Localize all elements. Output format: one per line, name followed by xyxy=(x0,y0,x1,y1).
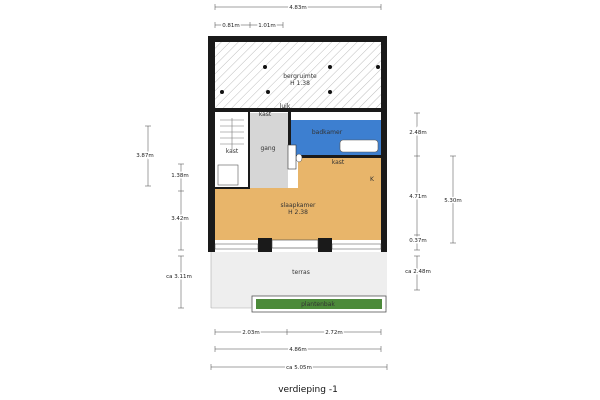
dim-bottom-b: 2.72m xyxy=(325,330,343,336)
label-kast-top: kast xyxy=(258,111,272,118)
room-badkamer: badkamer xyxy=(311,129,343,136)
shaft xyxy=(288,145,296,169)
dim-right-total: 5.30m xyxy=(444,198,462,204)
window-line xyxy=(272,240,318,248)
toilet xyxy=(296,154,302,162)
room-slaapkamer-height: H 2.38 xyxy=(288,209,308,216)
label-kast-left: kast xyxy=(225,148,239,155)
label-k: K xyxy=(370,176,374,183)
dim-bottom-a: 2.03m xyxy=(242,330,260,336)
bathtub xyxy=(340,140,378,152)
label-luik: luik xyxy=(279,103,291,110)
room-slaapkamer: slaapkamer xyxy=(280,202,316,209)
dim-left-terrace: ca 3.11m xyxy=(166,274,192,280)
label-kast-mid: kast xyxy=(331,159,345,166)
dim-top-total: 4.83m xyxy=(289,5,307,11)
room-bergruimte: bergruimte xyxy=(283,73,317,80)
dim-top-left-b: 1.01m xyxy=(258,23,276,29)
dim-right-c: 0.37m xyxy=(409,238,427,244)
dim-right-terrace: ca 2.48m xyxy=(405,269,431,275)
dim-top-left-a: 0.81m xyxy=(222,23,240,29)
dim-bottom-total: 4.86m xyxy=(289,347,307,353)
dim-left-lower: 3.42m xyxy=(171,216,189,222)
label-plantenbak: plantenbak xyxy=(301,301,335,308)
dim-left-upper: 3.87m xyxy=(136,153,154,159)
glass-door-right xyxy=(332,244,381,249)
floor-title: verdieping -1 xyxy=(278,385,338,395)
dim-right-b: 4.71m xyxy=(409,194,427,200)
glass-door-left xyxy=(215,244,258,249)
kitchen-unit xyxy=(218,165,238,185)
room-gang: gang xyxy=(260,145,276,152)
room-bergruimte-height: H 1.38 xyxy=(290,80,310,87)
dim-bottom-outer: ca 5.05m xyxy=(286,365,312,371)
dim-left-mid: 1.38m xyxy=(171,173,189,179)
dim-right-a: 2.48m xyxy=(409,130,427,136)
room-terras: terras xyxy=(292,269,310,276)
